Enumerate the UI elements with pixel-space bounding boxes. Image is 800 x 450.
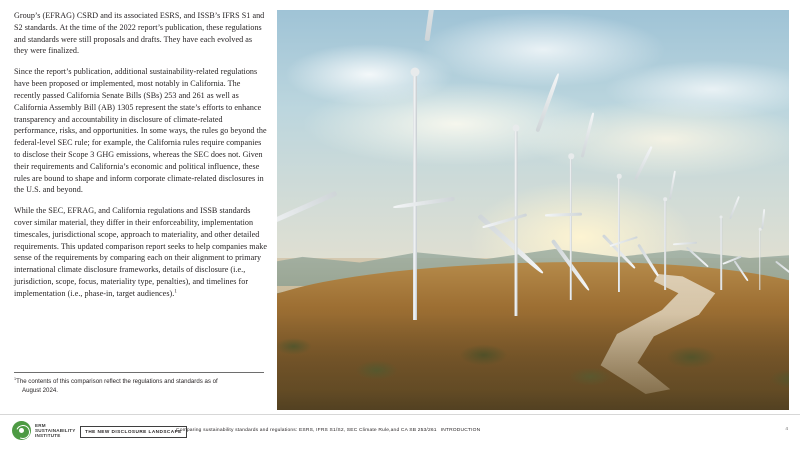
wind-farm-photo (277, 10, 789, 410)
turbine-hub (617, 174, 622, 179)
logo-wordmark (35, 423, 76, 438)
paragraph-3 (14, 205, 268, 300)
breadcrumb (176, 428, 480, 433)
wind-turbine-1 (355, 40, 475, 320)
footnote-divider (14, 372, 264, 373)
wind-turbine-7 (747, 220, 773, 290)
turbine-tower (720, 218, 722, 290)
wind-turbine-4 (593, 160, 645, 292)
turbine-hub (513, 125, 520, 132)
wind-turbine-5 (645, 186, 685, 290)
breadcrumb-title: Comparing sustainability standards and regulations: ESRS, IFRS S1/S2, SEC Climate Rule, (176, 428, 391, 433)
turbine-tower (618, 178, 620, 292)
hill-vegetation (277, 314, 789, 410)
breadcrumb-title-2: and CA SB 253/261 (390, 428, 437, 433)
turbine-tower (759, 230, 760, 290)
footnote (14, 377, 268, 396)
leaf-circle-icon (12, 421, 31, 440)
wind-turbine-6 (705, 206, 737, 290)
footnote-line-1: The contents of this comparison reflect the regulations and standards as of (16, 378, 218, 385)
logo-line-3: INSTITUTE (35, 433, 61, 439)
footnote-marker: 1 (14, 376, 17, 381)
turbine-tower (413, 72, 417, 320)
logo-line-1: ERM (35, 422, 46, 428)
section-tag: THE NEW DISCLOSURE LANDSCAPE (80, 426, 187, 438)
turbine-hub (720, 216, 723, 219)
footnote-reference: 1 (174, 289, 177, 295)
turbine-tower (664, 200, 666, 290)
page-footer (0, 414, 800, 450)
page-number: 4 (785, 427, 788, 432)
turbine-hub (663, 197, 667, 201)
paragraph-3-text: While the SEC, EFRAG, and California regulations and ISSB standards cover similar material, they differ in their enforceability, implementation timescales, jurisdictional scope, approach to materiality, and other detailed requirements. This updated comparison report seeks to help companies make sense of the requirements by comparing each on their alignment to primary international climate disclosure frameworks, details of disclosure (i.e., jurisdiction, scope, focus, materiality type, penalties), and timelines for implementation (i.e., phase-in, target audiences). (14, 206, 267, 298)
body-text-column (14, 10, 268, 410)
logo-line-2: SUSTAINABILITY (35, 427, 76, 433)
paragraph-1: Group’s (EFRAG) CSRD and its associated ESRS, and ISSB’s IFRS S1 and S2 standards. At the time of the 2022 report’s publication, these regulations and standards were still proposals and drafts. They have each evolved as they were finalized. (14, 11, 265, 56)
paragraph-2: Since the report’s publication, additional sustainability-related regulations have been proposed or implemented, most notably in California. The recently passed California Senate Bills (SBs) 253 and 261 as well as California Assembly Bill (AB) 1305 represent the state’s efforts to enhance transparency and accountability in disclosure of climate-related performance, risks, and opportunities. In some ways, the rules go beyond the federal-level SEC rule; for example, the California rules require companies to disclose their Scope 3 GHG emissions, whereas the SEC does not. Given their requirements and California’s economic and political influence, these rules are bound to shape and inform corporate climate-related disclosures in the U.S. and beyond. (14, 67, 267, 195)
turbine-hub (411, 68, 420, 77)
footer-divider (0, 414, 800, 415)
erm-sustainability-institute-logo (12, 421, 76, 440)
turbine-tower (515, 130, 518, 316)
turbine-hub (568, 153, 574, 159)
breadcrumb-section: INTRODUCTION (440, 428, 481, 433)
footnote-line-2: August 2024. (22, 387, 58, 395)
turbine-tower (570, 158, 572, 300)
